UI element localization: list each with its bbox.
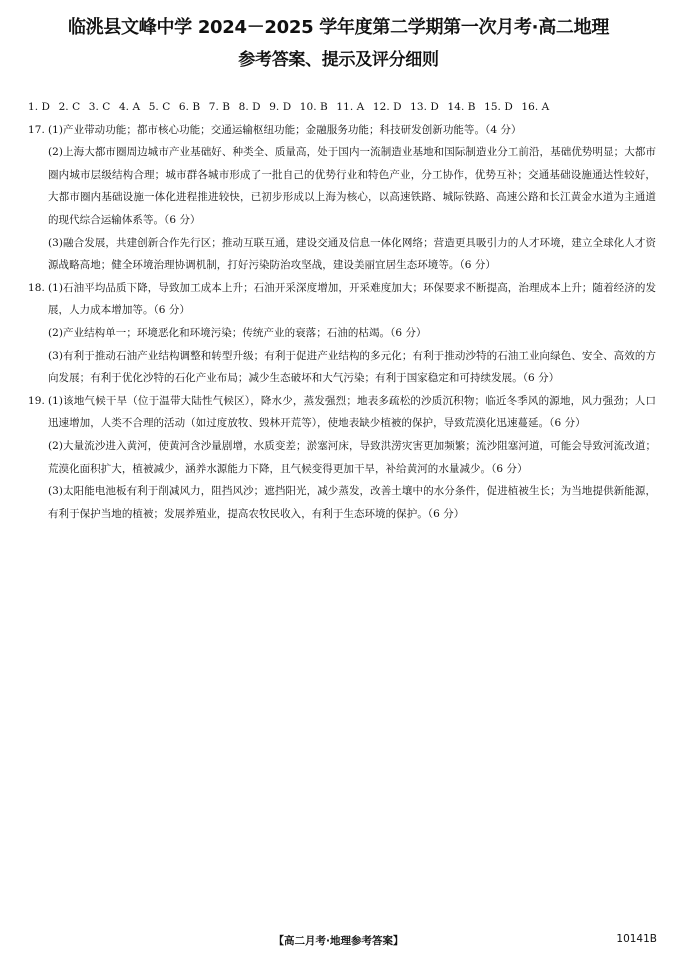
answer-part: (3)有利于推动石油产业结构调整和转型升级；有利于促进产业结构的多元化；有利于推动沙特的石油工业向绿色、安全、高效的方向发展；有利于优化沙特的石化产业布局；减少生态破坏和大气污染；有利于国家稳定和可持续发展。（6 分） [48,349,656,385]
answer-part: (1)产业带动功能；都市核心功能；交通运输枢纽功能；金融服务功能；科技研发创新功能等。（4 分） [48,123,522,136]
page-subtitle: 参考答案、提示及评分细则 [238,50,439,70]
footer-label: 【高二月考·地理参考答案】 [273,935,404,947]
choice-answers [28,96,656,119]
choice-answer: 2. C [58,101,81,113]
choice-answer: 12. D [372,101,402,113]
footer-code: 10141B [616,933,657,945]
choice-answer: 5. C [148,101,171,113]
question-18 [28,277,656,390]
choice-answer: 3. C [88,101,111,113]
question-number: 18. [28,281,45,294]
choice-answer: 15. D [484,101,513,113]
answer-part: (2)大量流沙进入黄河，使黄河含沙量剧增，水质变差；淤塞河床，导致洪涝灾害更加频繁；流沙阻塞河道，可能会导致河流改道；荒漠化面积扩大，植被减少，涵养水源能力下降，且气候变得更加干旱，补给黄河的水量减少。（6 分） [48,439,656,475]
choice-answer: 11. A [336,101,365,113]
answer-part: (1)石油平均品质下降，导致加工成本上升；石油开采深度增加，开采难度加大；环保要求不断提高，治理成本上升；随着经济的发展，人力成本增加等。（6 分） [48,281,656,317]
answer-part: (2)产业结构单一；环境恶化和环境污染；传统产业的衰落；石油的枯竭。（6 分） [48,326,427,339]
choice-answer: 4. A [118,101,141,113]
choice-answer: 8. D [238,101,261,113]
answer-part: (2)上海大都市圈周边城市产业基础好、种类全、质量高，处于国内一流制造业基地和国际制造业分工前沿，基础优势明显；大都市圈内城市层级结构合理；城市群各城市形成了一批自己的优势行业和特色产业，分工协作，优势互补；交通基础设施通达性较好，大都市圈内基础设施一体化进程推进较快，已初步形成以上海为核心，以高速铁路、城际铁路、高速公路和长江黄金水道为主通道的现代综合运输体系等。（6 分） [48,146,656,226]
choice-answer: 1. D [28,101,50,113]
choice-answer: 7. B [208,101,231,113]
choice-answer: 10. B [299,101,328,113]
question-number: 17. [28,123,45,136]
answer-part: (1)该地气候干旱（位于温带大陆性气候区），降水少，蒸发强烈；地表多疏松的沙质沉积物；临近冬季风的源地，风力强劲；人口迅速增加，人类不合理的活动（如过度放牧、毁林开荒等），使地表缺少植被的保护，导致荒漠化迅速蔓延。（6 分） [48,394,656,430]
answer-part: (3)融合发展，共建创新合作先行区；推动互联互通，建设交通及信息一体化网络；营造更具吸引力的人才环境，建立全球化人才资源战略高地；健全环境治理协调机制，打好污染防治攻坚战，建设美丽宜居生态环境等。（6 分） [48,236,656,272]
page-title: 临洮县文峰中学 2024－2025 学年度第二学期第一次月考·高二地理 [67,17,610,38]
choice-answer: 16. A [521,101,550,113]
choice-answer: 14. B [447,101,476,113]
answer-part: (3)太阳能电池板有利于削减风力，阻挡风沙；遮挡阳光，减少蒸发，改善土壤中的水分条件，促进植被生长；为当地提供新能源，有利于保护当地的植被；发展养殖业，提高农牧民收入，有利于生态环境的保护。（6 分） [48,485,656,520]
question-number: 19. [28,394,45,407]
choice-answer: 13. D [410,101,439,113]
question-17 [28,119,656,277]
choice-answer: 6. B [178,101,201,113]
question-19 [28,390,656,526]
choice-answer: 9. D [269,101,292,113]
answer-content [28,96,656,525]
